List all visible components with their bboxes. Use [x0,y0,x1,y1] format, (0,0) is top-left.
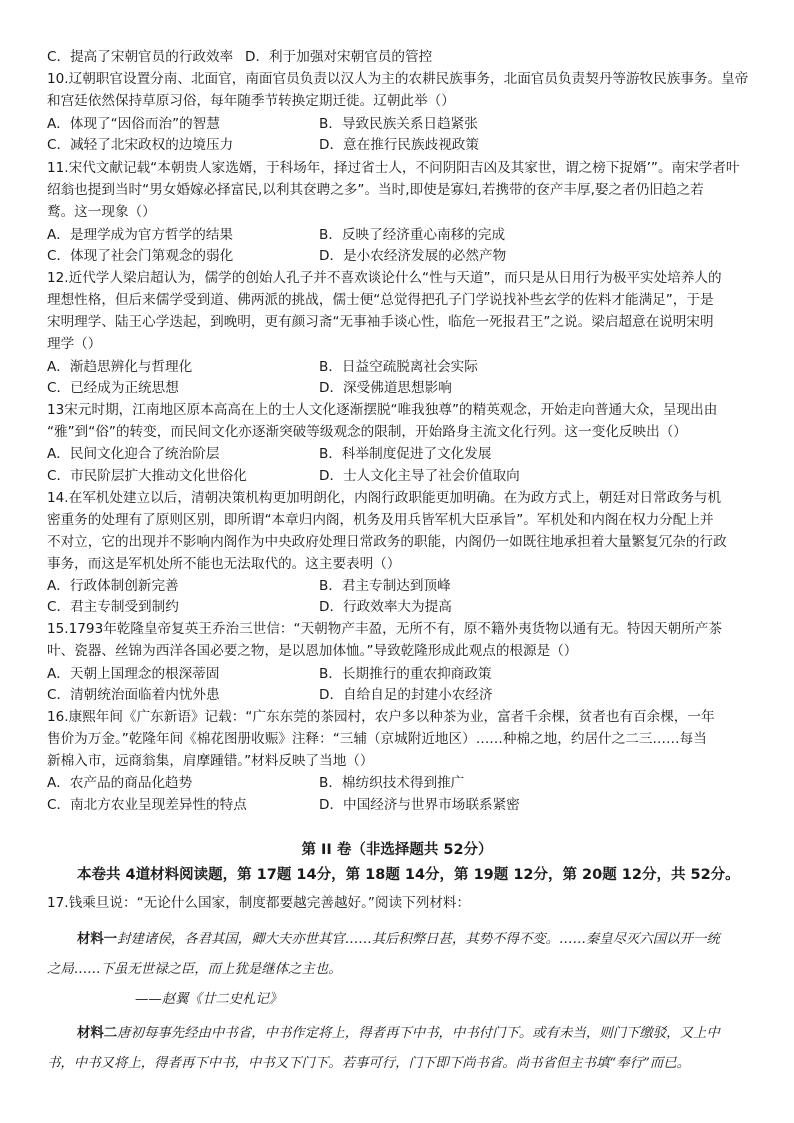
q17-material-1-line [77,928,720,951]
q9-option-c: C．提高了宋朝官员的行政效率 [47,49,234,65]
q17-material-2-line [77,1022,720,1045]
q15-stem-line: 15.1793年乾隆皇帝复英王乔治三世信：“天朝物产丰盈，无所不有，原不籍外夷货物以通有无。特因天朝所产茶 [47,621,722,637]
q11-stem-line: 鹜。这一现象（） [47,204,156,220]
part2-subtitle: 本卷共 4道材料阅读题，第 17题 14分，第 18题 14分，第 19题 12分，第 20题 12分，共 52分。 [77,867,740,883]
q11-option-a: A．是理学成为官方哲学的结果 [47,227,234,243]
q17-stem: 17.钱乘旦说：“无论什么国家，制度都要越完善越好。”阅读下列材料： [47,895,471,911]
q10-options-row [47,135,752,156]
q11-options-row [47,246,752,267]
q13-stem-line: 13宋元时期，江南地区原本高高在上的士人文化逐渐摆脱“唯我独尊”的精英观念，开始走向普通大众，呈现出由 [47,402,718,418]
q15-option-c: C．清朝统治面临着内忧外患 [47,687,220,703]
q16-option-d: D．中国经济与世界市场联系紧密 [319,797,520,813]
q11-stem-line: 11.宋代文献记载“本朝贵人家选婿，于科场年，择过省士人，不问阴阳吉凶及其家世，谓之榜下捉婿’”。南宋学者叶 [47,160,740,176]
q12-option-d: D．深受佛道思想影响 [319,380,452,396]
q13-options-row [47,444,752,465]
q17-material-2-line: 书，中书又将上，得者再下中书，中书又下门下。若事可行，门下即下尚书省。尚书省但主书填“奉行”而已。 [47,1056,691,1071]
q15-option-a: A．天朝上国理念的根深蒂固 [47,666,220,682]
q12-option-b: B．日益空疏脱离社会实际 [319,359,478,375]
q16-stem-line: 16.康熙年间《广东新语》记载：“广东东莞的茶园村，农户多以种茶为业，富者千余棵，贫者也有百余棵，一年 [47,709,715,725]
q10-option-d: D．意在推行民族歧视政策 [319,137,479,153]
q16-option-b: B．棉纺织技术得到推广 [319,775,465,791]
q13-option-d: D．士人文化主导了社会价值取向 [319,468,520,484]
q16-options-row [47,795,752,816]
q10-option-a: A．体现了“因俗而治”的智慧 [47,116,220,132]
q14-stem-line: 事务，而这是军机处所不能也无法取代的。这主要表明（） [47,556,401,572]
q15-stem-line: 叶、瓷器、丝锦为西洋各国必要之物，是以恩加体恤。”导致乾隆形成此观点的根源是（） [47,643,578,659]
q15-option-b: B．长期推行的重农抑商政策 [319,666,492,682]
q12-options-row [47,357,752,378]
q17-material-1-line: 之局……下虽无世禄之臣，而上犹是继体之主也。 [47,962,342,977]
q10-stem-line: 10.辽朝职官设置分南、北面官，南面官员负责以汉人为主的农耕民族事务，北面官员负责契丹等游牧民族事务。皇帝 [47,71,749,87]
q13-stem-line: “雅”到“俗”的转变，而民间文化亦逐渐突破等级观念的限制，开始路身主流文化行列。这一变化反映出（） [47,424,687,440]
q11-option-c: C．体现了社会门第观念的弱化 [47,248,234,264]
q11-options-row [47,225,752,246]
q12-stem-line: 12.近代学人梁启超认为，儒学的创始人孔子并不喜欢谈论什么“性与天道”，而只是从日用行为极平实处培养人的 [47,270,722,286]
q14-options-row [47,576,752,597]
q15-option-d: D．自给自足的封建小农经济 [319,687,493,703]
q12-option-a: A．渐趋思辨化与哲理化 [47,359,193,375]
q14-option-b: B．君主专制达到顶峰 [319,578,451,594]
material-text: 唐初每事先经由中书省，中书作定将上，得者再下中书，中书付门下。或有未当，则门下缴驳，又上中 [117,1026,720,1041]
q14-options-row [47,597,752,618]
q9-options-cd [47,47,752,68]
q16-option-a: A．农产品的商品化趋势 [47,775,193,791]
q10-option-c: C．减轻了北宋政权的边境压力 [47,137,234,153]
part2-title: 第 II 卷（非选择题共 52分） [301,842,493,858]
q14-option-a: A．行政体制创新完善 [47,578,179,594]
q12-option-c: C．已经成为正统思想 [47,380,179,396]
q15-options-row [47,664,752,685]
q12-stem-line: 理想性格，但后来儒学受到道、佛两派的挑战，儒士便“总觉得把孔子门学说找补些玄学的佐料才能满足”，于是 [47,292,714,308]
q13-option-a: A．民间文化迎合了统治阶层 [47,446,220,462]
q14-stem-line: 密重务的处理有了原则区别，即所谓“本章归内阁，机务及用兵皆军机大臣承旨”。军机处和内阁在权力分配上并 [47,512,714,528]
q14-option-c: C．君主专制受到制约 [47,599,179,615]
q13-option-b: B．科举制度促进了文化发展 [319,446,492,462]
q16-option-c: C．南北方农业呈现差异性的特点 [47,797,247,813]
q12-options-row [47,378,752,399]
material-text: 封建诸侯，各君其国，卿大夫亦世其官……其后积弊日甚，其势不得不变。……秦皇尽灭六国以开一统 [117,932,720,947]
q17-material-1-source: ——赵翼《廿二史札记》 [135,992,283,1007]
material-label: 材料二 [77,1025,118,1041]
q16-stem-line: 新棉入市，远商翁集，肩摩踵错。”材料反映了当地（） [47,753,374,769]
q14-stem-line: 14.在军机处建立以后，清朝决策机构更加明朗化，内阁行政职能更加明确。在为政方式上，朝廷对日常政务与机 [47,490,722,506]
q10-options-row [47,114,752,135]
q11-option-d: D．是小农经济发展的必然产物 [319,248,507,264]
q12-stem-line: 宋明理学、陆王心学迭起，到晚明，更有颜习斋“无事袖手谈心性，临危一死报君王”之说。梁启超意在说明宋明 [47,314,714,330]
q14-stem-line: 不对立，它的出现并不影响内阁作为中央政府处理日常政务的职能，内阁仍一如既往地承担着大量繁复冗杂的行政 [47,534,727,550]
q9-option-d: D．利于加强对宋朝官员的管控 [245,49,433,65]
q11-option-b: B．反映了经济重心南移的完成 [319,227,506,243]
q14-option-d: D．行政效率大为提高 [319,599,452,615]
q13-option-c: C．市民阶层扩大推动文化世俗化 [47,468,247,484]
q15-options-row [47,685,752,706]
q16-options-row [47,773,752,794]
q10-stem-line: 和宫廷依然保持草原习俗，每年随季节转换定期迁徙。辽朝此举（） [47,93,455,109]
q13-options-row [47,466,752,487]
material-label: 材料一 [77,931,118,947]
q16-stem-line: 售价为万金。”乾隆年间《棉花图册收赈》注释：“三辅（京城附近地区）……种棉之地，约居什之二三……每当 [47,731,707,747]
q10-option-b: B．导致民族关系日趋紧张 [319,116,478,132]
q12-stem-line: 理学（） [47,336,102,352]
q11-stem-line: 绍翁也提到当时“男女婚嫁必择富民,以利其奁聘之多”。当时,即使是寡妇,若携带的奁产丰厚,娶之者仍旧趋之若 [47,182,704,198]
